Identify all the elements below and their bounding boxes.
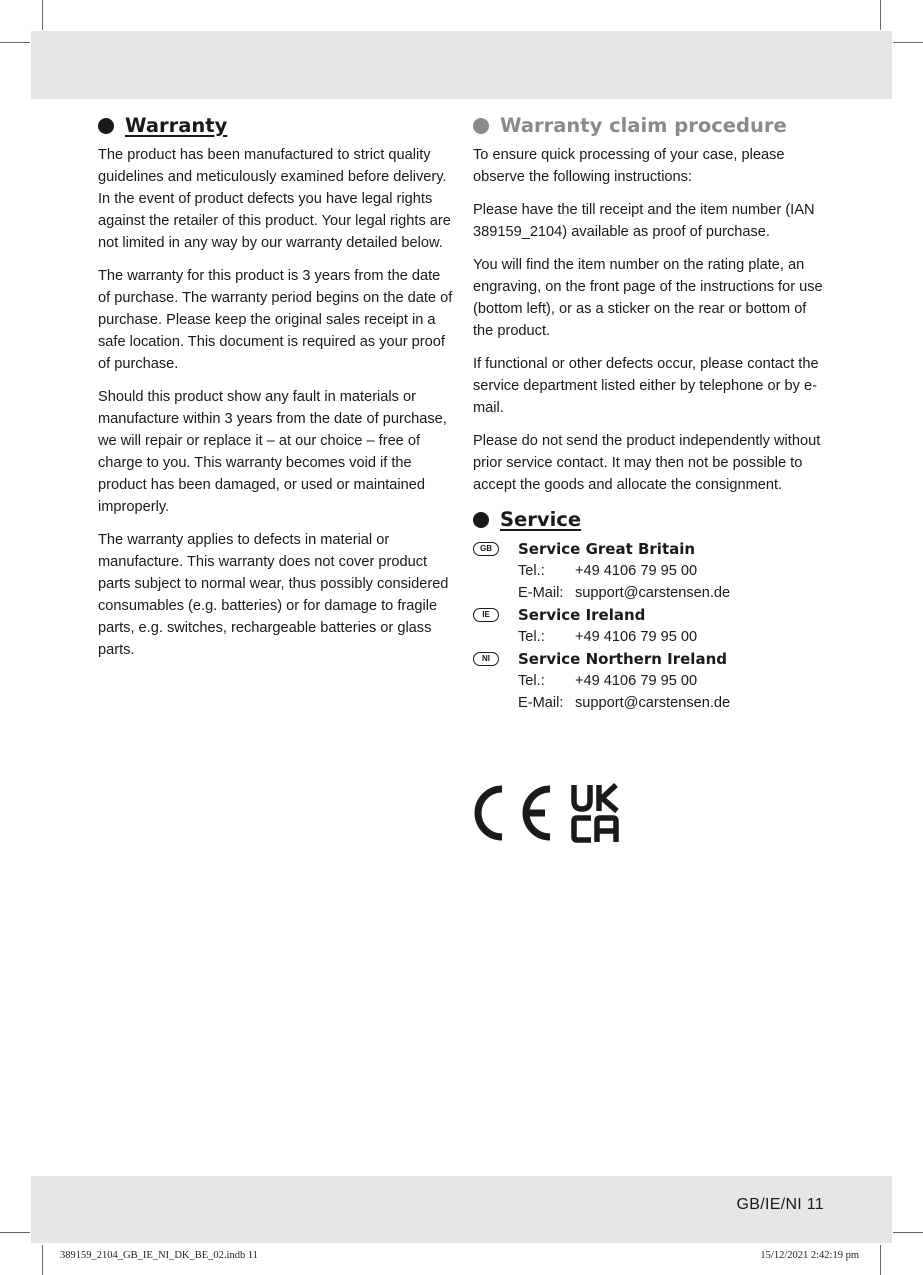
mail-value[interactable]: support@carstensen.de — [575, 585, 731, 601]
service-ie-row — [473, 604, 829, 626]
page-number: GB/IE/NI 11 — [736, 1196, 824, 1213]
claim-paragraph: If functional or other defects occur, please contact the service department listed either by telephone or by e-mail. — [473, 356, 819, 416]
print-slug-date: 15/12/2021 2:42:19 pm — [760, 1250, 859, 1261]
print-slug-file: 389159_2104_GB_IE_NI_DK_BE_02.indb 11 — [60, 1250, 258, 1261]
ukca-mark-icon — [574, 785, 617, 842]
warranty-title: Warranty — [125, 114, 228, 137]
crop-mark — [880, 0, 881, 30]
claim-paragraph: You will find the item number on the rating plate, an engraving, on the front page of the instructions for use (bottom left), or as a sticker on the rear or bottom of the product. — [473, 257, 823, 339]
crop-mark — [42, 1245, 43, 1275]
service-heading — [473, 507, 829, 533]
claim-paragraph: Please have the till receipt and the item number (IAN 389159_2104) available as proof of purchase. — [473, 202, 815, 240]
crop-mark — [0, 1232, 30, 1233]
service-ie-name: Service Ireland — [518, 606, 646, 624]
crop-mark — [893, 42, 923, 43]
warranty-paragraph: Should this product show any fault in materials or manufacture within 3 years from the date of purchase, we will repair or replace it – at our choice – free of charge to you. This warranty becomes void if the product has been damaged, or used or maintained improperly. — [98, 389, 447, 515]
bullet-icon — [98, 118, 114, 134]
warranty-section — [98, 113, 454, 672]
tel-label: Tel.: — [518, 563, 545, 579]
crop-mark — [880, 1245, 881, 1275]
ce-ukca-mark — [473, 783, 633, 845]
service-ni-name: Service Northern Ireland — [518, 650, 727, 668]
tel-value[interactable]: +49 4106 79 95 00 — [575, 629, 698, 645]
mail-label: E-Mail: — [518, 585, 564, 601]
warranty-heading — [98, 113, 454, 139]
claim-paragraph: To ensure quick processing of your case, please observe the following instructions: — [473, 147, 785, 185]
mail-label: E-Mail: — [518, 695, 564, 711]
warranty-paragraph: The warranty for this product is 3 years from the date of purchase. The warranty period begins on the date of purchase. Please keep the original sales receipt in a safe location. This document is required as your proof of purchase. — [98, 268, 453, 372]
bullet-icon — [473, 512, 489, 528]
claim-paragraph: Please do not send the product independently without prior service contact. It may then not be possible to accept the goods and allocate the consignment. — [473, 433, 821, 493]
service-gb-name: Service Great Britain — [518, 540, 696, 558]
tel-label: Tel.: — [518, 629, 545, 645]
claim-heading — [473, 113, 829, 139]
claim-section — [473, 113, 829, 714]
conformity-marks — [473, 783, 633, 850]
country-badge-ni: NI — [473, 652, 499, 666]
service-ie-tel — [473, 626, 829, 648]
crop-mark — [0, 42, 30, 43]
country-badge-gb: GB — [473, 542, 499, 556]
tel-value[interactable]: +49 4106 79 95 00 — [575, 673, 698, 689]
bullet-icon — [473, 118, 489, 134]
tel-value[interactable]: +49 4106 79 95 00 — [575, 563, 698, 579]
ce-mark-icon — [478, 789, 550, 837]
service-gb-row — [473, 538, 829, 560]
service-gb-tel — [473, 560, 829, 582]
crop-mark — [893, 1232, 923, 1233]
warranty-paragraph: The warranty applies to defects in material or manufacture. This warranty does not cover product parts subject to normal wear, thus possibly considered consumables (e.g. batteries) or for damage to fragile parts, e.g. switches, rechargeable batteries or glass parts. — [98, 532, 449, 658]
claim-title: Warranty claim procedure — [500, 114, 787, 137]
warranty-paragraph: The product has been manufactured to strict quality guidelines and meticulously examined before delivery. In the event of product defects you have legal rights against the retailer of this product. Your legal rights are not limited in any way by our warranty detailed below. — [98, 147, 451, 251]
tel-label: Tel.: — [518, 673, 545, 689]
country-badge-ie: IE — [473, 608, 499, 622]
service-ni-tel — [473, 670, 829, 692]
service-title: Service — [500, 508, 582, 531]
crop-mark — [42, 0, 43, 30]
service-ni-row — [473, 648, 829, 670]
header-band — [31, 31, 892, 99]
mail-value[interactable]: support@carstensen.de — [575, 695, 731, 711]
service-section — [473, 507, 829, 714]
service-ni-mail — [473, 692, 829, 714]
service-gb-mail — [473, 582, 829, 604]
